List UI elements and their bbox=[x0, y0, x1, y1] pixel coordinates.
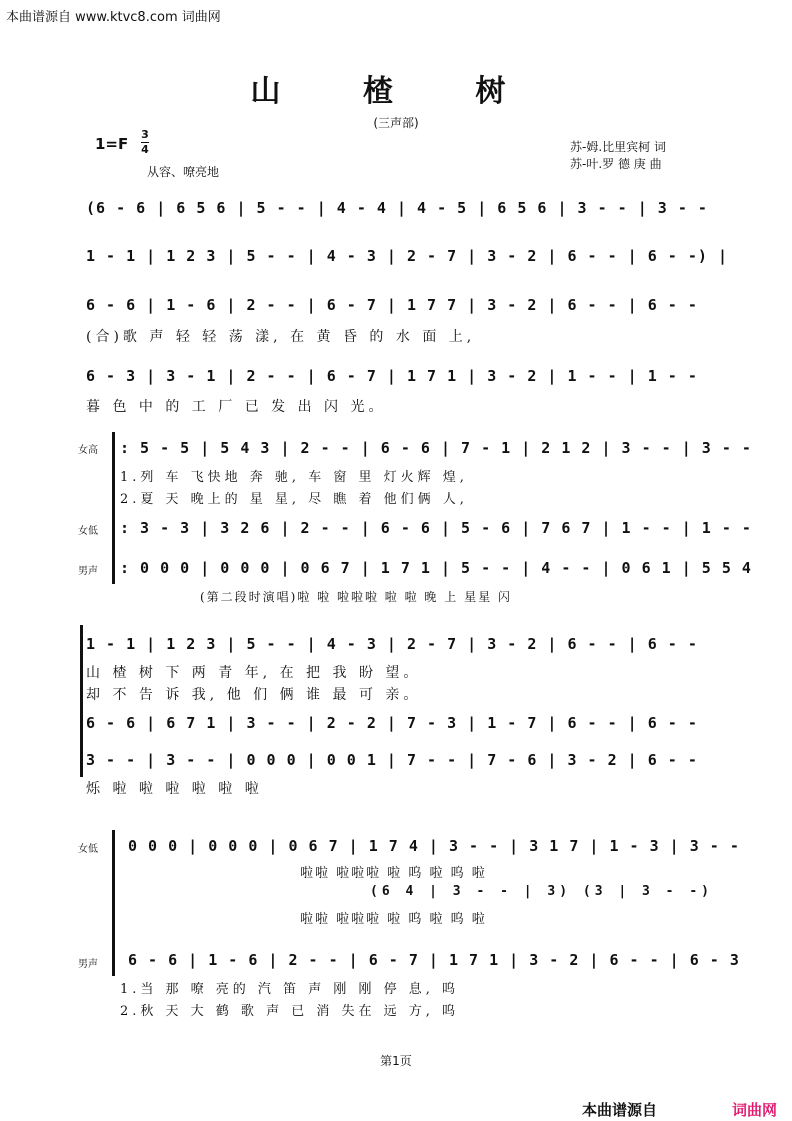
page-number: 第1页 bbox=[380, 1054, 412, 1068]
time-denominator: 4 bbox=[141, 143, 149, 156]
time-numerator: 3 bbox=[141, 128, 149, 141]
notes-line: : 3 - 3 | 3 2 6 | 2 - - | 6 - 6 | 5 - 6 | 7 6 7 | 1 - - | 1 - - bbox=[120, 519, 752, 537]
score-system-3 bbox=[0, 285, 792, 325]
lyric-line: (合)歌 声 轻 轻 荡 漾, 在 黄 昏 的 水 面 上, bbox=[86, 329, 476, 345]
notes-line: 6 - 3 | 3 - 1 | 2 - - | 6 - 7 | 1 7 1 | 3 - 2 | 1 - - | 1 - - bbox=[86, 367, 698, 385]
male-staff bbox=[0, 548, 792, 588]
composer-credit: 苏-叶.罗 德 庚 曲 bbox=[570, 157, 662, 171]
lyricist-credit: 苏-姆.比里宾柯 词 bbox=[570, 140, 666, 154]
soprano-staff bbox=[0, 428, 792, 468]
alto-alt-notes: (6 4 | 3 - - | 3) (3 | 3 - -) bbox=[370, 884, 713, 899]
lyric-verse-1: 1.列 车 飞快地 奔 驰, 车 窗 里 灯火辉 煌, bbox=[120, 470, 468, 485]
male-staff bbox=[0, 940, 792, 980]
watermark-right: 词曲网 bbox=[732, 1101, 778, 1119]
lyric-verse-2: 却 不 告 诉 我, 他 们 俩 谁 最 可 亲。 bbox=[86, 687, 422, 703]
alto-lyric-1: 啦啦 啦啦啦 啦 呜 啦 呜 啦 bbox=[300, 866, 487, 881]
lyric-verse-1: 山 楂 树 下 两 青 年, 在 把 我 盼 望。 bbox=[86, 665, 422, 681]
soprano-staff bbox=[0, 624, 792, 664]
alto-staff bbox=[0, 703, 792, 743]
part-label-alto: 女低 bbox=[78, 844, 98, 855]
notes-line: 1 - 1 | 1 2 3 | 5 - - | 4 - 3 | 2 - 7 | 3 - 2 | 6 - - | 6 - - bbox=[86, 635, 698, 653]
notes-line: 6 - 6 | 1 - 6 | 2 - - | 6 - 7 | 1 7 7 | 3 - 2 | 6 - - | 6 - - bbox=[86, 296, 698, 314]
part-label-soprano: 女高 bbox=[78, 445, 98, 456]
alto-lyric-2: 啦啦 啦啦啦 啦 呜 啦 呜 啦 bbox=[300, 912, 487, 927]
notes-line: 3 - - | 3 - - | 0 0 0 | 0 0 1 | 7 - - | 7 - 6 | 3 - 2 | 6 - - bbox=[86, 751, 698, 769]
notes-line: 6 - 6 | 1 - 6 | 2 - - | 6 - 7 | 1 7 1 | 3 - 2 | 6 - - | 6 - 3 bbox=[128, 951, 740, 969]
score-system-4 bbox=[0, 356, 792, 396]
male-lyric-1: 1.当 那 嘹 亮的 汽 笛 声 刚 刚 停 息, 呜 bbox=[120, 982, 459, 997]
notes-line: 0 0 0 | 0 0 0 | 0 6 7 | 1 7 4 | 3 - - | 3 1 7 | 1 - 3 | 3 - - bbox=[128, 837, 740, 855]
time-signature bbox=[141, 129, 149, 156]
key-signature: 1=F bbox=[95, 135, 129, 153]
male-lyric: 烁 啦 啦 啦 啦 啦 啦 bbox=[86, 781, 263, 797]
alto-staff bbox=[0, 826, 792, 866]
tempo-marking: 从容、嘹亮地 bbox=[147, 165, 220, 179]
lyric-line: 暮 色 中 的 工 厂 已 发 出 闪 光。 bbox=[86, 399, 387, 415]
song-title: 山 楂 树 bbox=[250, 74, 542, 109]
male-staff bbox=[0, 740, 792, 780]
watermark-left: 本曲谱源自 bbox=[582, 1101, 658, 1119]
notes-line: : 5 - 5 | 5 4 3 | 2 - - | 6 - 6 | 7 - 1 | 2 1 2 | 3 - - | 3 - - bbox=[120, 439, 752, 457]
part-label-male: 男声 bbox=[78, 959, 98, 970]
male-lyric-2: 2.秋 天 大 鹤 歌 声 已 消 失在 远 方, 呜 bbox=[120, 1004, 459, 1019]
part-label-alto: 女低 bbox=[78, 526, 98, 537]
lyric-verse-2: 2.夏 天 晚上的 星 星, 尽 瞧 着 他们俩 人, bbox=[120, 492, 468, 507]
notes-line: 1 - 1 | 1 2 3 | 5 - - | 4 - 3 | 2 - 7 | 3 - 2 | 6 - - | 6 - -) | bbox=[86, 247, 728, 265]
notes-line: : 0 0 0 | 0 0 0 | 0 6 7 | 1 7 1 | 5 - - | 4 - - | 0 6 1 | 5 5 4 bbox=[120, 559, 752, 577]
score-system-2 bbox=[0, 236, 792, 276]
site-header: 本曲谱源自 www.ktvc8.com 词曲网 bbox=[6, 10, 221, 25]
alto-staff bbox=[0, 508, 792, 548]
notes-line: (6 - 6 | 6 5 6 | 5 - - | 4 - 4 | 4 - 5 | 6 5 6 | 3 - - | 3 - - bbox=[86, 199, 708, 217]
score-system-1 bbox=[0, 188, 792, 228]
part-label-male: 男声 bbox=[78, 566, 98, 577]
male-lyric: (第二段时演唱)啦 啦 啦啦啦 啦 啦 晚 上 星星 闪 bbox=[200, 590, 512, 604]
song-subtitle: (三声部) bbox=[373, 116, 419, 130]
notes-line: 6 - 6 | 6 7 1 | 3 - - | 2 - 2 | 7 - 3 | 1 - 7 | 6 - - | 6 - - bbox=[86, 714, 698, 732]
